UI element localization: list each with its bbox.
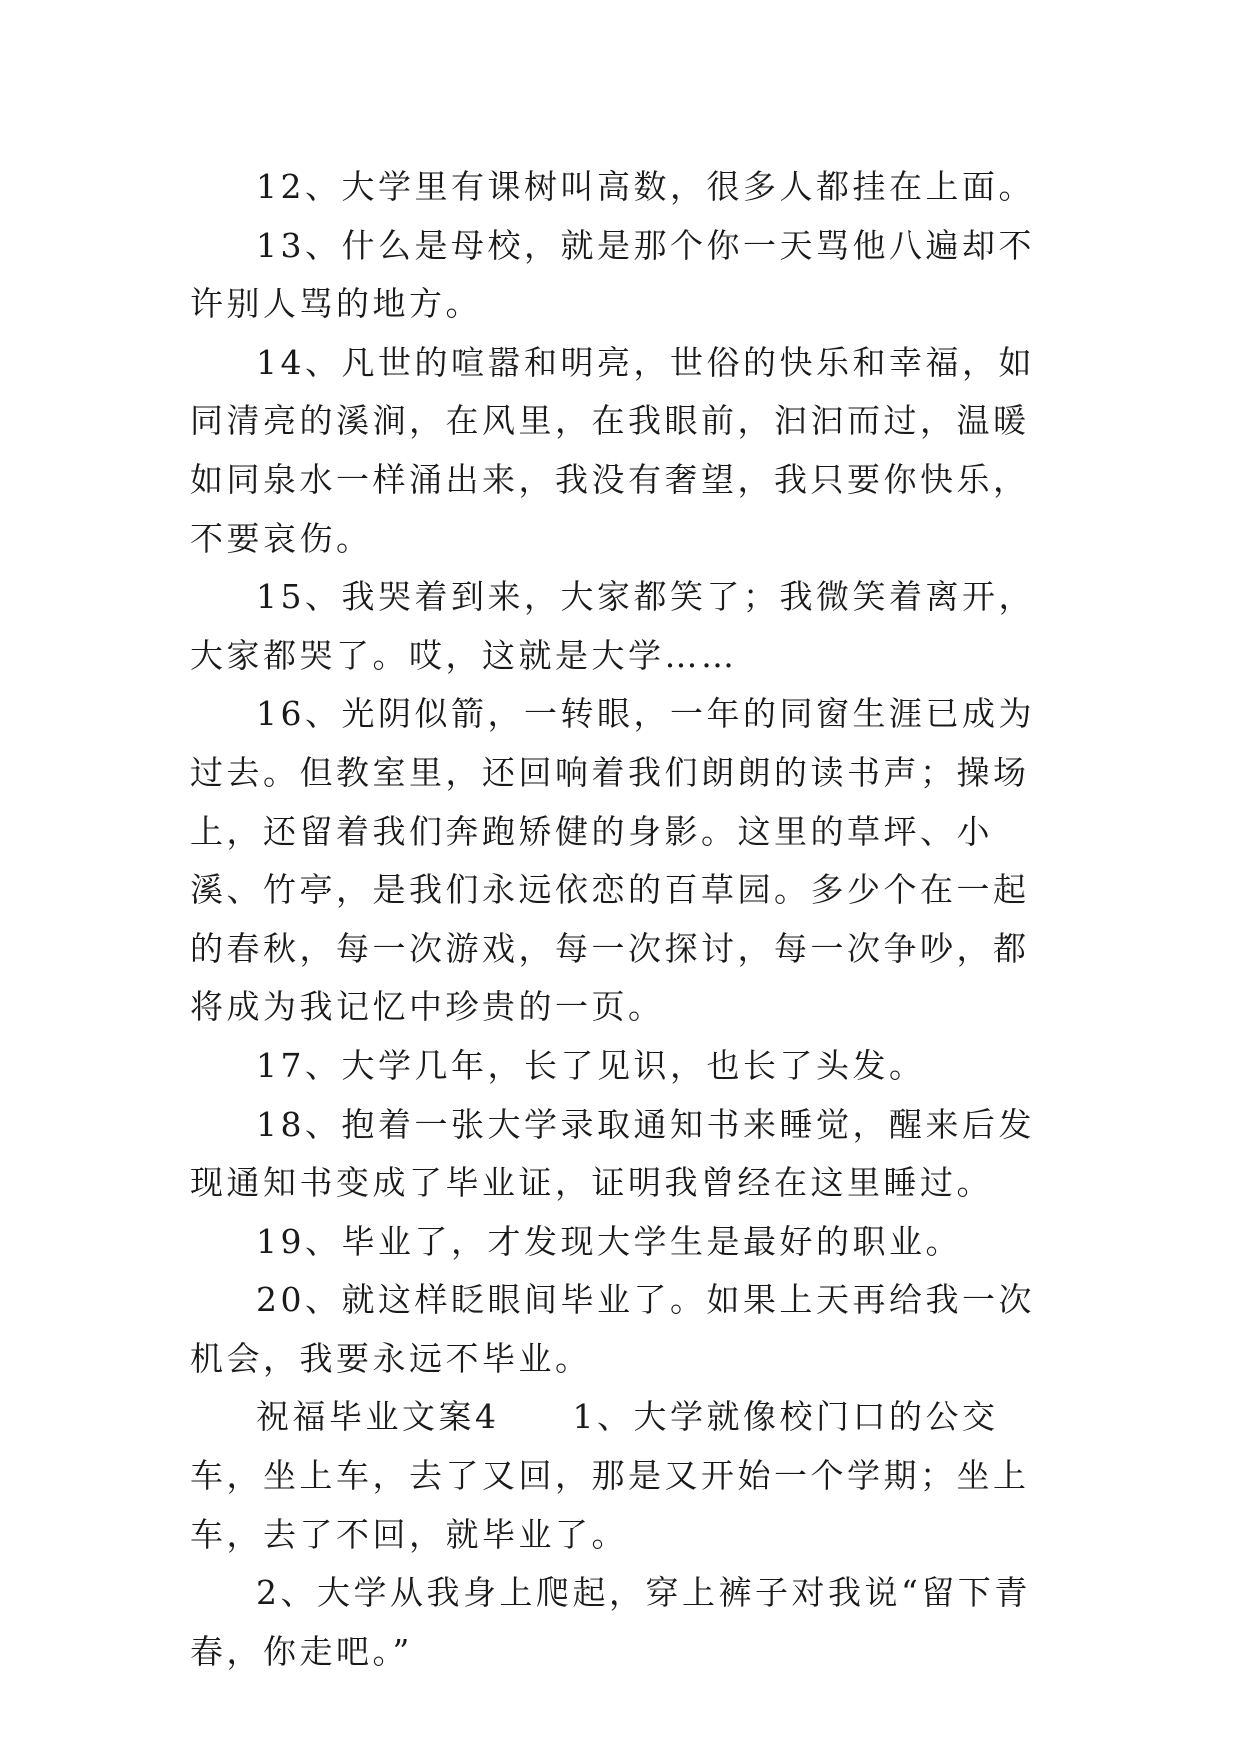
paragraph-18: 18、抱着一张大学录取通知书来睡觉，醒来后发现通知书变成了毕业证，证明我曾经在这里睡过。 <box>190 1104 1035 1203</box>
paragraph-16: 16、光阴似箭，一转眼，一年的同窗生涯已成为过去。但教室里，还回响着我们朗朗的读书声；操场上，还留着我们奔跑矫健的身影。这里的草坪、小溪、竹亭，是我们永远依恋的百草园。多少个在一起的春秋，每一次游戏，每一次探讨，每一次争吵，都将成为我记忆中珍贵的一页。 <box>190 694 1035 1027</box>
paragraph-14: 14、凡世的喧嚣和明亮，世俗的快乐和幸福，如同清亮的溪涧，在风里，在我眼前，汩汩而过，温暖如同泉水一样涌出来，我没有奢望，我只要你快乐，不要哀伤。 <box>190 342 1035 558</box>
section-4-paragraph-2: 2、大学从我身上爬起，穿上裤子对我说“留下青春，你走吧。” <box>190 1573 1031 1671</box>
paragraph-15: 15、我哭着到来，大家都笑了；我微笑着离开，大家都哭了。哎，这就是大学…… <box>190 577 1035 675</box>
paragraph-19: 19、毕业了，才发现大学生是最好的职业。 <box>256 1221 962 1261</box>
paragraph-13: 13、什么是母校，就是那个你一天骂他八遍却不许别人骂的地方。 <box>190 225 1035 324</box>
section-4-paragraph-1: 祝福毕业文案4 1、大学就像校门口的公交车，坐上车，去了又回，那是又开始一个学期；坐上车，去了不回，就毕业了。 <box>190 1397 1030 1554</box>
paragraph-17: 17、大学几年，长了见识，也长了头发。 <box>256 1045 926 1085</box>
paragraph-12: 12、大学里有课树叫高数，很多人都挂在上面。 <box>256 167 1035 206</box>
paragraph-20: 20、就这样眨眼间毕业了。如果上天再给我一次机会，我要永远不毕业。 <box>190 1280 1035 1378</box>
document-body <box>190 158 1050 1681</box>
